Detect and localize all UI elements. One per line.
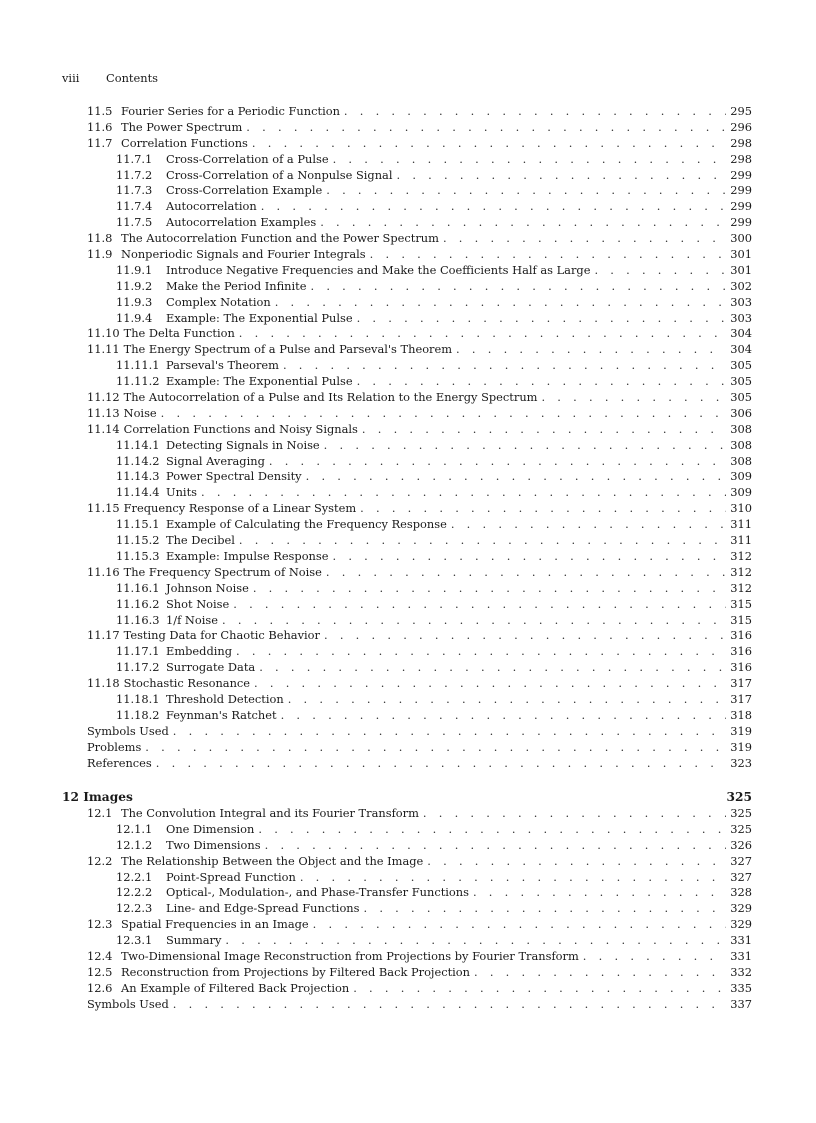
toc-entry[interactable]	[87, 263, 752, 279]
toc-entry[interactable]	[87, 628, 752, 644]
toc-entry-number: 11.14.1	[116, 437, 160, 452]
dot-leader	[443, 231, 726, 247]
toc-entry-page: 318	[730, 707, 752, 722]
dot-leader	[161, 406, 726, 422]
toc-entry-title: Example: The Exponential Pulse	[166, 374, 353, 389]
toc-entry-title: The Decibel	[166, 533, 235, 548]
toc-entry-page: 316	[730, 628, 752, 643]
toc-entry-title: The Energy Spectrum of a Pulse and Parseval's Theorem	[123, 342, 453, 357]
toc-entry[interactable]	[87, 581, 752, 597]
toc-entry[interactable]	[87, 708, 752, 724]
toc-entry-title: Testing Data for Chaotic Behavior	[123, 628, 320, 643]
toc-entry-title: An Example of Filtered Back Projection	[121, 980, 350, 995]
toc-entry-page: 298	[730, 135, 752, 150]
dot-leader	[156, 756, 726, 772]
toc-entry-number: 12.3	[87, 917, 113, 932]
dot-leader	[313, 917, 726, 933]
toc-entry-title: 1/f Noise	[166, 612, 218, 627]
toc-entry-number: 11.7.2	[116, 167, 153, 182]
toc-entry-title: Nonperiodic Signals and Fourier Integrals	[121, 247, 366, 262]
toc-entry[interactable]	[87, 660, 752, 676]
toc-entry-title: Parseval's Theorem	[166, 358, 279, 373]
toc-entry[interactable]	[87, 597, 752, 613]
dot-leader	[326, 565, 726, 581]
dot-leader	[363, 901, 726, 917]
toc-entry-title: Feynman's Ratchet	[166, 707, 277, 722]
toc-entry-page: 299	[730, 183, 752, 198]
toc-entry-page: 325	[730, 821, 752, 836]
chapter-12-title: 12 Images	[62, 790, 133, 804]
toc-entry[interactable]	[87, 676, 752, 692]
dot-leader	[474, 965, 726, 981]
dot-leader	[173, 724, 726, 740]
toc-entry[interactable]	[87, 136, 752, 152]
toc-entry-number: 11.15.2	[116, 533, 160, 548]
chapter-12-page: 325	[726, 790, 752, 804]
toc-entry-page: 309	[730, 469, 752, 484]
toc-entry[interactable]	[87, 215, 752, 231]
toc-entry-page: 308	[730, 453, 752, 468]
dot-leader	[396, 168, 726, 184]
dot-leader	[269, 454, 726, 470]
toc-entry-page: 305	[730, 358, 752, 373]
toc-entry-number: 11.16	[87, 564, 120, 579]
toc-entry-number: 12.4	[87, 949, 113, 964]
toc-entry-number: 11.18.2	[116, 707, 160, 722]
dot-leader	[145, 740, 726, 756]
toc-chapter-11	[87, 104, 752, 771]
toc-entry-page: 327	[730, 869, 752, 884]
toc-entry-number: 11.16.3	[116, 612, 160, 627]
toc-entry-number: 12.1.1	[116, 821, 153, 836]
toc-entry-title: Spatial Frequencies in an Image	[121, 917, 309, 932]
toc-entry-title: Summary	[166, 933, 222, 948]
toc-entry[interactable]	[87, 806, 752, 822]
header-title: Contents	[106, 71, 158, 85]
toc-chapter-12	[87, 806, 752, 1013]
toc-entry[interactable]	[87, 965, 752, 981]
toc-entry-page: 329	[730, 901, 752, 916]
toc-entry-page: 312	[730, 580, 752, 595]
toc-entry[interactable]	[87, 692, 752, 708]
toc-entry-page: 308	[730, 421, 752, 436]
dot-leader	[300, 870, 726, 886]
dot-leader	[265, 838, 726, 854]
toc-entry[interactable]	[87, 104, 752, 120]
toc-entry-page: 329	[730, 917, 752, 932]
toc-entry-number: 12.2.1	[116, 869, 153, 884]
toc-entry-title: Two Dimensions	[166, 837, 261, 852]
toc-entry-page: 331	[730, 949, 752, 964]
dot-leader	[451, 517, 726, 533]
dot-leader	[332, 549, 726, 565]
toc-entry[interactable]	[87, 231, 752, 247]
toc-entry-number: 11.8	[87, 231, 113, 246]
dot-leader	[283, 358, 726, 374]
toc-entry[interactable]	[87, 885, 752, 901]
dot-leader	[324, 438, 726, 454]
toc-entry-title: The Relationship Between the Object and the Image	[121, 853, 424, 868]
toc-entry-number: 11.14.2	[116, 453, 160, 468]
toc-entry[interactable]	[87, 120, 752, 136]
toc-entry[interactable]	[87, 247, 752, 263]
dot-leader	[583, 949, 726, 965]
toc-entry[interactable]	[87, 454, 752, 470]
header-page-number: viii	[62, 71, 80, 85]
toc-entry-page: 335	[730, 980, 752, 995]
toc-entry-page: 299	[730, 215, 752, 230]
toc-entry[interactable]	[87, 152, 752, 168]
dot-leader	[236, 644, 726, 660]
toc-entry[interactable]	[87, 279, 752, 295]
toc-entry-page: 304	[730, 342, 752, 357]
toc-entry-number: 11.9.4	[116, 310, 153, 325]
toc-entry[interactable]	[87, 901, 752, 917]
dot-leader	[254, 676, 726, 692]
dot-leader	[541, 390, 726, 406]
toc-entry[interactable]	[87, 199, 752, 215]
toc-entry-number: 11.14.4	[116, 485, 160, 500]
toc-entry[interactable]	[87, 756, 752, 772]
toc-entry-number: 11.7.4	[116, 199, 153, 214]
toc-entry-number: 11.10	[87, 326, 120, 341]
toc-entry-page: 299	[730, 199, 752, 214]
toc-entry-title: Point-Spread Function	[166, 869, 296, 884]
toc-entry-page: 308	[730, 437, 752, 452]
toc-entry-number: 11.11.1	[116, 358, 160, 373]
dot-leader	[239, 533, 726, 549]
toc-entry[interactable]	[87, 183, 752, 199]
toc-entry-title: Example of Calculating the Frequency Response	[166, 517, 447, 532]
toc-entry-number: 11.9.2	[116, 278, 153, 293]
toc-entry-page: 311	[730, 533, 752, 548]
toc-entry-title: Autocorrelation	[166, 199, 257, 214]
toc-entry-number: 11.11.2	[116, 374, 160, 389]
toc-entry-title: Noise	[123, 405, 157, 420]
toc-entry[interactable]	[87, 406, 752, 422]
toc-entry-number: 12.6	[87, 980, 113, 995]
dot-leader	[320, 215, 726, 231]
dot-leader	[252, 136, 726, 152]
toc-entry-title: Signal Averaging	[166, 453, 265, 468]
toc-entry[interactable]	[87, 485, 752, 501]
toc-entry-page: 328	[730, 885, 752, 900]
toc-entry-page: 301	[730, 262, 752, 277]
toc-entry-page: 312	[730, 564, 752, 579]
dot-leader	[594, 263, 726, 279]
toc-entry-title: The Convolution Integral and its Fourier Transform	[121, 806, 419, 820]
toc-entry-number: 11.16.1	[116, 580, 160, 595]
toc-entry-number: 11.17.2	[116, 660, 160, 675]
toc-entry-page: 315	[730, 596, 752, 611]
toc-entry-title: Units	[166, 485, 198, 500]
toc-entry[interactable]	[87, 838, 752, 854]
toc-entry-number: 11.9.1	[116, 262, 153, 277]
toc-entry-number: 11.9.3	[116, 294, 153, 309]
dot-leader	[246, 120, 726, 136]
toc-entry-number: 11.18.1	[116, 691, 160, 706]
dot-leader	[326, 183, 726, 199]
toc-entry-page: 309	[730, 485, 752, 500]
toc-entry-title: Embedding	[166, 644, 233, 659]
dot-leader	[239, 326, 726, 342]
toc-entry-title: Frequency Response of a Linear System	[123, 501, 357, 516]
dot-leader	[360, 501, 726, 517]
toc-entry-number: 11.18	[87, 676, 120, 691]
toc-entry-page: 303	[730, 294, 752, 309]
toc-entry[interactable]	[87, 644, 752, 660]
toc-entry-page: 326	[730, 837, 752, 852]
toc-entry-title: Symbols Used	[87, 723, 169, 738]
dot-leader	[275, 295, 726, 311]
dot-leader	[344, 104, 726, 120]
toc-entry[interactable]	[87, 422, 752, 438]
toc-entry-title: The Delta Function	[123, 326, 235, 341]
toc-entry-number: 11.7.1	[116, 151, 153, 166]
dot-leader	[306, 469, 726, 485]
toc-entry[interactable]	[87, 565, 752, 581]
toc-entry[interactable]	[87, 740, 752, 756]
toc-entry-number: 11.7.3	[116, 183, 153, 198]
toc-entry-title: Detecting Signals in Noise	[166, 437, 320, 452]
running-header	[62, 71, 158, 85]
toc-entry[interactable]	[87, 438, 752, 454]
toc-entry-number: 11.16.2	[116, 596, 160, 611]
toc-entry-title: Stochastic Resonance	[123, 676, 251, 691]
toc-entry-number: 11.15.3	[116, 548, 160, 563]
toc-entry-title: Two-Dimensional Image Reconstruction from Projections by Fourier Transform	[121, 949, 579, 964]
toc-entry-number: 11.13	[87, 405, 120, 420]
toc-entry-page: 299	[730, 167, 752, 182]
toc-entry-title: Problems	[87, 739, 142, 754]
toc-entry[interactable]	[87, 358, 752, 374]
toc-entry-title: Cross-Correlation of a Pulse	[166, 151, 329, 166]
toc-entry-page: 300	[730, 231, 752, 246]
toc-entry-page: 295	[730, 104, 752, 118]
toc-entry-title: Make the Period Infinite	[166, 278, 307, 293]
toc-entry-page: 303	[730, 310, 752, 325]
toc-entry-title: Power Spectral Density	[166, 469, 302, 484]
toc-entry-title: Optical-, Modulation-, and Phase-Transfer Functions	[166, 885, 469, 900]
toc-entry-page: 325	[730, 806, 752, 820]
toc-entry-title: The Power Spectrum	[121, 119, 243, 134]
toc-entry[interactable]	[87, 390, 752, 406]
chapter-12-heading[interactable]	[62, 789, 752, 805]
toc-entry[interactable]	[87, 917, 752, 933]
toc-entry[interactable]	[87, 854, 752, 870]
toc-entry-page: 296	[730, 119, 752, 134]
dot-leader	[357, 374, 726, 390]
toc-entry[interactable]	[87, 533, 752, 549]
toc-entry-title: Threshold Detection	[166, 691, 284, 706]
toc-entry-title: The Frequency Spectrum of Noise	[123, 564, 322, 579]
toc-entry-title: Example: The Exponential Pulse	[166, 310, 353, 325]
toc-entry-page: 317	[730, 691, 752, 706]
dot-leader	[253, 581, 726, 597]
toc-entry[interactable]	[87, 342, 752, 358]
dot-leader	[288, 692, 726, 708]
toc-entry-number: 12.3.1	[116, 933, 153, 948]
toc-entry-title: Autocorrelation Examples	[166, 215, 317, 230]
dot-leader	[333, 152, 726, 168]
toc-entry-title: Surrogate Data	[166, 660, 256, 675]
toc-entry-number: 11.15	[87, 501, 120, 516]
toc-entry-number: 11.17	[87, 628, 120, 643]
toc-entry[interactable]	[87, 724, 752, 740]
dot-leader	[281, 708, 726, 724]
dot-leader	[222, 613, 726, 629]
toc-entry[interactable]	[87, 311, 752, 327]
toc-entry[interactable]	[87, 933, 752, 949]
toc-entry[interactable]	[87, 613, 752, 629]
dot-leader	[173, 997, 726, 1013]
toc-entry-title: The Autocorrelation Function and the Power Spectrum	[121, 231, 439, 246]
toc-entry-page: 331	[730, 933, 752, 948]
toc-entry-page: 327	[730, 853, 752, 868]
dot-leader	[370, 247, 726, 263]
toc-entry[interactable]	[87, 822, 752, 838]
toc-entry-number: 12.2.3	[116, 901, 153, 916]
toc-entry-page: 305	[730, 374, 752, 389]
toc-entry-title: References	[87, 755, 152, 770]
toc-entry-title: Cross-Correlation Example	[166, 183, 323, 198]
toc-entry-page: 301	[730, 247, 752, 262]
toc-entry[interactable]	[87, 374, 752, 390]
toc-entry-number: 12.1.2	[116, 837, 153, 852]
toc-entry-number: 11.9	[87, 247, 113, 262]
toc-entry-title: Correlation Functions	[121, 135, 248, 150]
toc-entry-number: 11.6	[87, 119, 113, 134]
toc-entry[interactable]	[87, 981, 752, 997]
dot-leader	[225, 933, 726, 949]
toc-entry-number: 11.7.5	[116, 215, 153, 230]
toc-entry-title: Example: Impulse Response	[166, 548, 329, 563]
toc-entry-page: 323	[730, 755, 752, 770]
dot-leader	[324, 628, 726, 644]
toc-entry-number: 11.14.3	[116, 469, 160, 484]
toc-entry[interactable]	[87, 870, 752, 886]
toc-entry-page: 304	[730, 326, 752, 341]
toc-entry-number: 11.11	[87, 342, 120, 357]
toc-entry-page: 316	[730, 644, 752, 659]
toc-entry-title: Line- and Edge-Spread Functions	[166, 901, 360, 916]
toc-entry[interactable]	[87, 168, 752, 184]
toc-entry-page: 315	[730, 612, 752, 627]
toc-entry-page: 316	[730, 660, 752, 675]
toc-entry-title: Symbols Used	[87, 996, 169, 1011]
toc-entry[interactable]	[87, 469, 752, 485]
toc-entry-page: 302	[730, 278, 752, 293]
toc-entry-page: 319	[730, 723, 752, 738]
toc-entry[interactable]	[87, 501, 752, 517]
toc-entry[interactable]	[87, 997, 752, 1013]
toc-entry[interactable]	[87, 326, 752, 342]
dot-leader	[258, 822, 726, 838]
dot-leader	[261, 199, 726, 215]
toc-entry-number: 12.2	[87, 853, 113, 868]
toc-entry-number: 12.5	[87, 964, 113, 979]
toc-entry[interactable]	[87, 549, 752, 565]
toc-entry-number: 12.1	[87, 806, 113, 820]
toc-entry-page: 312	[730, 548, 752, 563]
toc-entry-title: Introduce Negative Frequencies and Make the Coefficients Half as Large	[166, 262, 591, 277]
toc-entry-page: 310	[730, 501, 752, 516]
toc-entry[interactable]	[87, 517, 752, 533]
dot-leader	[357, 311, 726, 327]
toc-entry-title: The Autocorrelation of a Pulse and Its Relation to the Energy Spectrum	[123, 390, 538, 405]
toc-entry-number: 11.5	[87, 104, 113, 118]
toc-entry-title: Complex Notation	[166, 294, 271, 309]
toc-entry-title: Reconstruction from Projections by Filtered Back Projection	[121, 964, 470, 979]
toc-entry-title: One Dimension	[166, 821, 255, 836]
toc-entry-title: Correlation Functions and Noisy Signals	[123, 421, 358, 436]
dot-leader	[362, 422, 726, 438]
dot-leader	[201, 485, 726, 501]
toc-entry[interactable]	[87, 949, 752, 965]
dot-leader	[456, 342, 726, 358]
dot-leader	[233, 597, 726, 613]
toc-entry-title: Cross-Correlation of a Nonpulse Signal	[166, 167, 393, 182]
toc-entry-number: 12.2.2	[116, 885, 153, 900]
toc-entry[interactable]	[87, 295, 752, 311]
dot-leader	[353, 981, 726, 997]
toc-entry-page: 332	[730, 964, 752, 979]
toc-entry-title: Shot Noise	[166, 596, 230, 611]
toc-entry-number: 11.15.1	[116, 517, 160, 532]
dot-leader	[473, 885, 726, 901]
toc-entry-page: 311	[730, 517, 752, 532]
toc-entry-page: 319	[730, 739, 752, 754]
dot-leader	[310, 279, 726, 295]
toc-entry-title: Fourier Series for a Periodic Function	[121, 104, 340, 118]
dot-leader	[427, 854, 726, 870]
toc-entry-page: 298	[730, 151, 752, 166]
dot-leader	[423, 806, 726, 822]
toc-entry-page: 306	[730, 405, 752, 420]
toc-entry-number: 11.7	[87, 135, 113, 150]
toc-entry-page: 337	[730, 996, 752, 1011]
toc-entry-number: 11.12	[87, 390, 120, 405]
toc-entry-number: 11.17.1	[116, 644, 160, 659]
toc-entry-number: 11.14	[87, 421, 120, 436]
dot-leader	[259, 660, 726, 676]
toc-entry-page: 317	[730, 676, 752, 691]
toc-entry-page: 305	[730, 390, 752, 405]
toc-entry-title: Johnson Noise	[166, 580, 249, 595]
